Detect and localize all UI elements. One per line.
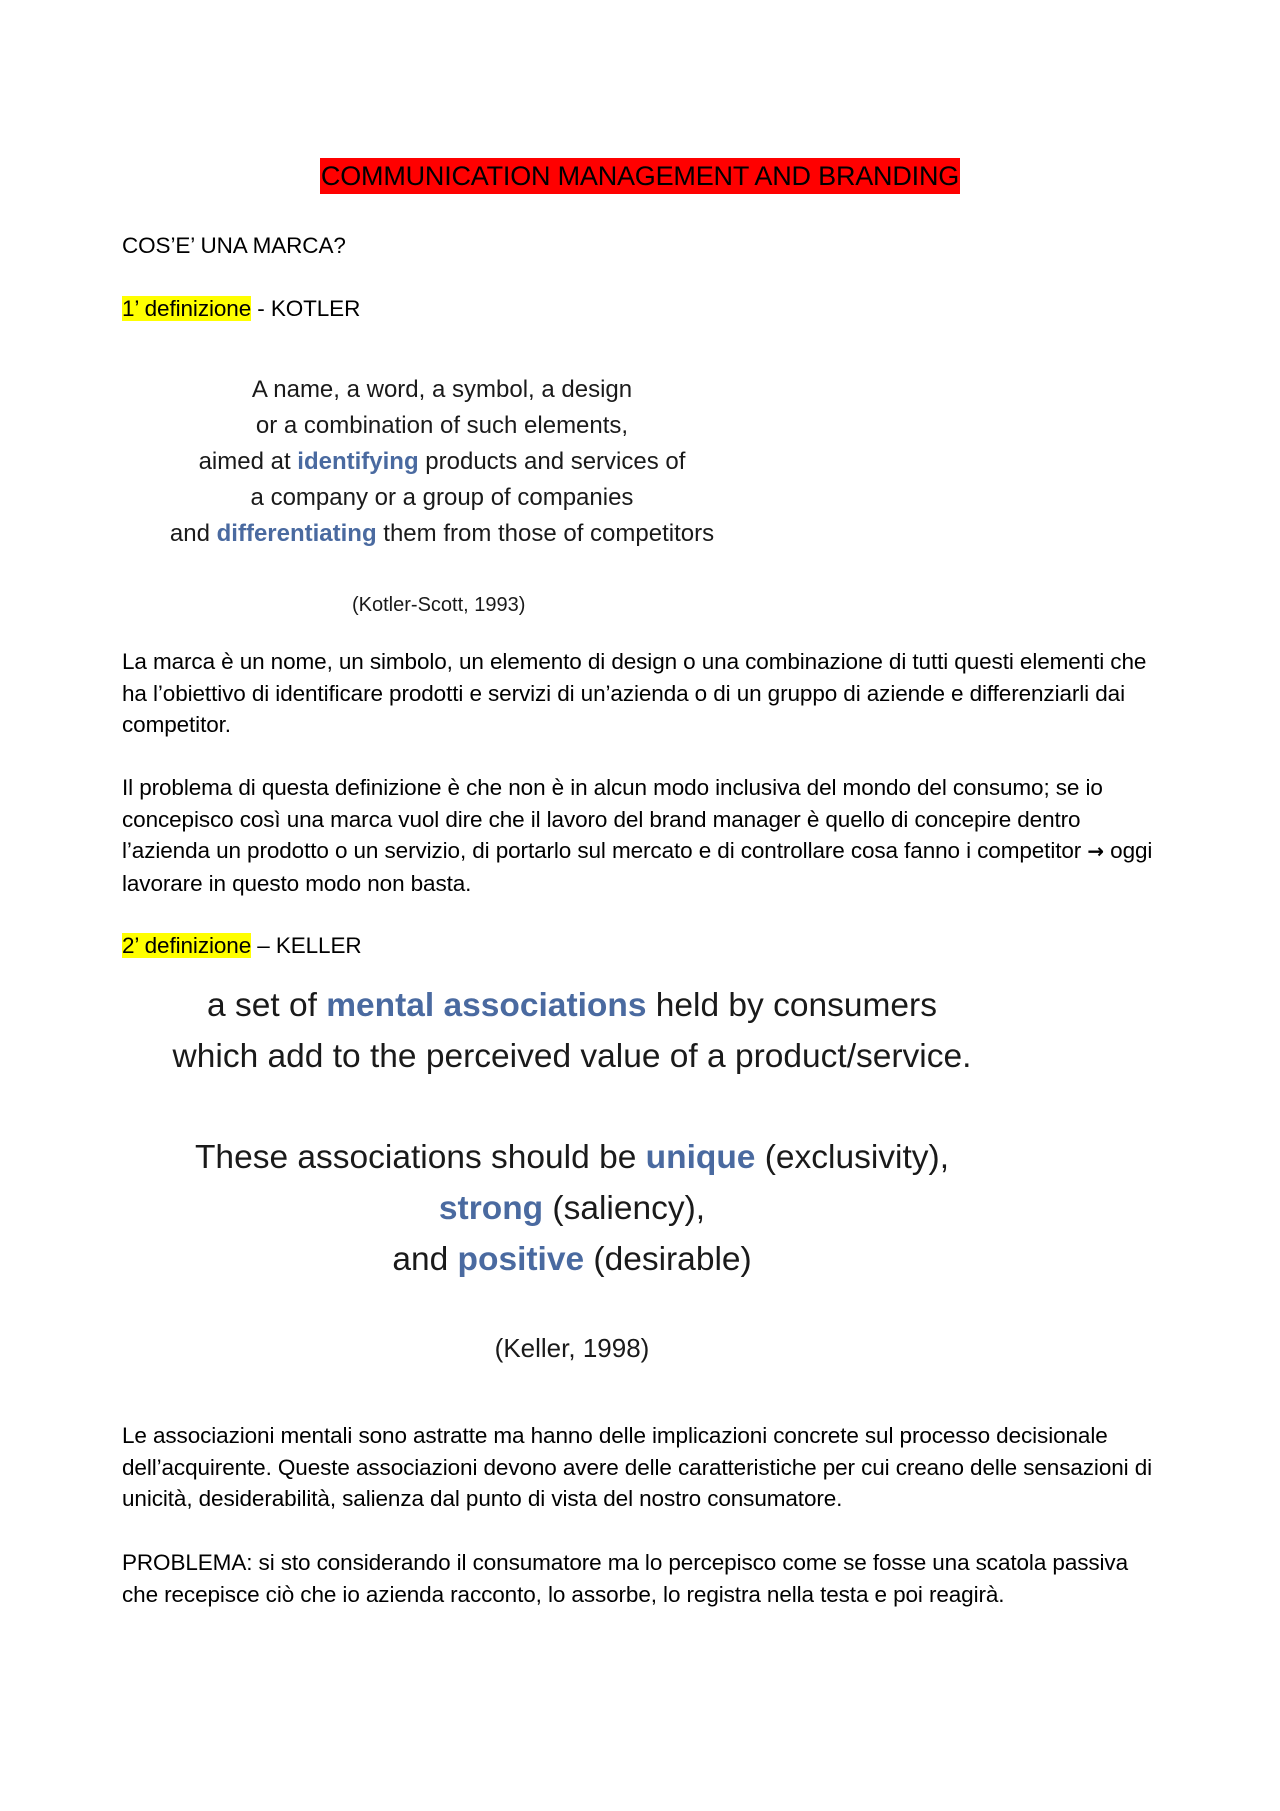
keller-quote-text: These associations should be (194, 1139, 646, 1176)
kotler-quote-emphasis: identifying (297, 448, 419, 475)
kotler-quote-text: aimed at (198, 448, 298, 475)
paragraph-2 (122, 772, 1162, 899)
definition-1-heading (122, 293, 1162, 325)
paragraph-2-text: oggi lavorare in questo modo non basta. (122, 838, 1153, 896)
kotler-quote-line: A name, a word, a symbol, a design (251, 376, 633, 403)
definition-1-author: KOTLER (270, 296, 361, 321)
keller-quote-text: (saliency), (543, 1190, 706, 1227)
kotler-quote-line: or a combination of such elements, (255, 412, 629, 439)
keller-quote-text: and (392, 1241, 458, 1278)
kotler-quote-image (122, 372, 762, 552)
paragraph-4: PROBLEMA: si sto considerando il consumatore ma lo percepisco come se fosse una scatola passiva che recepisce ciò che io azienda racconto, lo assorbe, lo registra nella testa e poi reagirà. (122, 1550, 1128, 1607)
definition-2-author: KELLER (275, 933, 362, 958)
definition-1-separator: - (251, 296, 271, 321)
keller-quote-line (122, 1234, 1022, 1285)
paragraph-3: Le associazioni mentali sono astratte ma hanno delle implicazioni concrete sul processo decisionale dell’acquirente. Queste associazioni devono avere delle caratteristiche per cui creano delle sensazioni di unicità, desiderabilità, salienza dal punto di vista del nostro consumatore. (122, 1423, 1153, 1511)
definition-2-label: 2’ definizione (122, 933, 252, 958)
kotler-quote-line (122, 516, 762, 552)
kotler-quote-text: and (169, 520, 217, 547)
keller-quote-line (122, 980, 1022, 1031)
keller-quote-text: (exclusivity), (755, 1139, 950, 1176)
keller-quote-line (122, 1132, 1022, 1183)
keller-quote-image (122, 980, 1022, 1082)
definition-1-label: 1’ definizione (122, 296, 252, 321)
keller-quote-text: held by consumers (646, 987, 937, 1024)
arrow-right-icon: → (1087, 839, 1104, 863)
paragraph-2-text: Il problema di questa definizione è che non è in alcun modo inclusiva del mondo del consumo; se io concepisco così una marca vuol dire che il lavoro del brand manager è quello di concepire dentro l’azienda un prodotto o un servizio, di portarlo sul mercato e di controllare cosa fanno i competitor (122, 775, 1103, 863)
definition-2-heading (122, 930, 1162, 962)
keller-quote-text: a set of (207, 987, 327, 1024)
title-container (0, 158, 1280, 194)
keller-quote-image-part2 (122, 1132, 1022, 1285)
kotler-quote-emphasis: differentiating (216, 520, 377, 547)
definition-2-separator: – (251, 933, 276, 958)
keller-quote-line: which add to the perceived value of a product/service. (172, 1038, 972, 1075)
keller-quote-emphasis: strong (438, 1190, 544, 1227)
paragraph-1: La marca è un nome, un simbolo, un elemento di design o una combinazione di tutti questi elementi che ha l’obiettivo di identificare prodotti e servizi di un’azienda o di un gruppo di aziende e differenziarli dai competitor. (122, 649, 1147, 737)
keller-quote-emphasis: mental associations (326, 987, 647, 1024)
keller-quote-emphasis: unique (645, 1139, 756, 1176)
kotler-quote-text: products and services of (418, 448, 686, 475)
kotler-citation: (Kotler-Scott, 1993) (352, 594, 526, 616)
kotler-quote-text: them from those of competitors (376, 520, 715, 547)
keller-quote-emphasis: positive (457, 1241, 585, 1278)
keller-quote-line (122, 1183, 1022, 1234)
keller-quote-text: (desirable) (584, 1241, 752, 1278)
kotler-quote-line: a company or a group of companies (250, 484, 634, 511)
question-heading: COS’E’ UNA MARCA? (122, 233, 346, 258)
keller-citation: (Keller, 1998) (494, 1333, 650, 1363)
document-title: COMMUNICATION MANAGEMENT AND BRANDING (320, 158, 960, 194)
kotler-quote-line (122, 444, 762, 480)
